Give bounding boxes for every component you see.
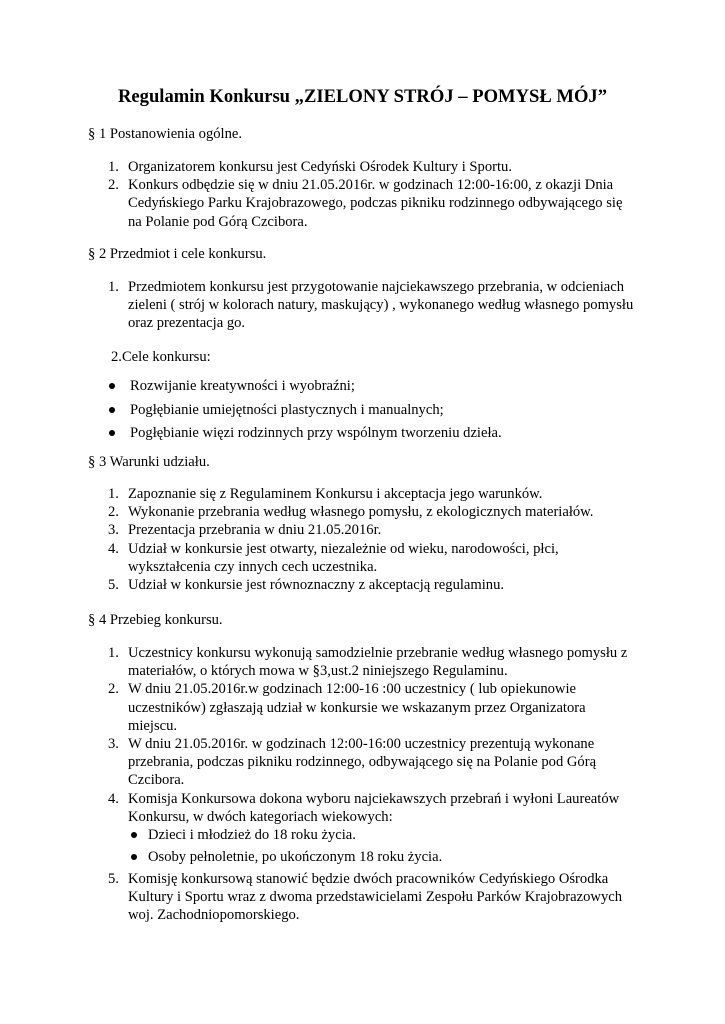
bullet-text: Osoby pełnoletnie, po ukończonym 18 roku życia. <box>148 849 443 866</box>
item-text: wykształcenia czy innych cech uczestnika. <box>128 558 378 575</box>
list-item <box>0 576 656 594</box>
item-text: przebrania, podczas pikniku rodzinnego, odbywającego się na Polanie pod Górą <box>128 754 597 771</box>
list-item <box>0 790 656 870</box>
item-number: 3. <box>108 522 119 539</box>
bullet-text: Dzieci i młodzież do 18 roku życia. <box>148 827 356 844</box>
item-text: oraz prezentacja go. <box>128 315 246 332</box>
bullet-text: Pogłębianie umiejętności plastycznych i manualnych; <box>130 401 444 418</box>
list-item <box>0 680 656 735</box>
bullet-icon <box>131 854 137 860</box>
list-item <box>0 870 656 925</box>
list-item <box>0 644 656 680</box>
item-text: Prezentacja przebrania w dniu 21.05.2016r. <box>128 522 382 539</box>
bullet-item <box>0 377 502 401</box>
item-number: 1. <box>108 645 119 661</box>
goals-list <box>0 377 502 448</box>
item-text: Komisję konkursową stanowić będzie dwóch pracowników Cedyńskiego Ośrodka <box>128 871 609 888</box>
bullet-icon <box>109 430 115 436</box>
page-title: Regulamin Konkursu „ZIELONY STRÓJ – POMYSŁ MÓJ” <box>117 86 608 107</box>
item-text: Zapoznanie się z Regulaminem Konkursu i akceptacja jego warunków. <box>128 486 543 502</box>
list-item <box>0 485 656 503</box>
list-item <box>0 158 656 176</box>
item-text: Kultury i Sportu wraz z dwoma przedstawicielami Zespołu Parków Krajobrazowych <box>128 889 623 906</box>
list-item <box>0 176 656 231</box>
item-text: zieleni ( strój w kolorach natury, maskujący) , wykonanego według własnego pomysłu <box>128 297 634 314</box>
bullet-icon <box>109 383 115 389</box>
item-text: uczestników) zgłaszają udział w konkursie we wskazanym przez Organizatora <box>128 699 586 716</box>
item-text: Organizatorem konkursu jest Cedyński Ośrodek Kultury i Sportu. <box>128 159 512 175</box>
item-number: 1. <box>108 159 119 175</box>
section-4-heading: § 4 Przebieg konkursu. <box>88 612 223 628</box>
item-number: 3. <box>108 736 119 753</box>
bullet-item <box>0 401 502 425</box>
item-text: materiałów, o których mowa w §3,ust.2 niniejszego Regulaminu. <box>128 663 508 680</box>
goals-label: 2.Cele konkursu: <box>111 349 211 365</box>
item-number: 2. <box>108 177 119 194</box>
list-item <box>0 521 656 539</box>
bullet-item <box>128 826 656 848</box>
item-text: na Polanie pod Górą Czcibora. <box>128 213 308 230</box>
item-text: W dniu 21.05.2016r.w godzinach 12:00-16 :00 uczestnicy ( lub opiekunowie <box>128 681 577 698</box>
item-number: 2. <box>108 681 119 698</box>
item-text: Udział w konkursie jest równoznaczny z akceptacją regulaminu. <box>128 577 505 594</box>
list-item <box>0 503 656 521</box>
bullet-text: Pogłębianie więzi rodzinnych przy wspólnym tworzeniu dzieła. <box>130 425 502 441</box>
item-number: 1. <box>108 279 119 295</box>
item-number: 4. <box>108 540 119 557</box>
item-number: 5. <box>108 871 119 888</box>
item-number: 5. <box>108 577 119 594</box>
item-text: Komisja Konkursowa dokona wyboru najciekawszych przebrań i wyłoni Laureatów <box>128 790 620 807</box>
item-text: Cedyńskiego Parku Krajobrazowego, podczas pikniku rodzinnego odbywającego się <box>128 195 623 212</box>
item-text: Konkurs odbędzie się w dniu 21.05.2016r. w godzinach 12:00-16:00, z okazji Dnia <box>128 177 614 194</box>
item-text: Uczestnicy konkursu wykonują samodzielnie przebranie według własnego pomysłu z <box>128 645 628 661</box>
item-number: 1. <box>108 486 119 502</box>
item-text: woj. Zachodniopomorskiego. <box>128 907 300 924</box>
item-text: Wykonanie przebrania według własnego pomysłu, z ekologicznych materiałów. <box>128 504 594 521</box>
bullet-icon <box>131 832 137 838</box>
list-item <box>0 278 656 333</box>
bullet-icon <box>109 407 115 413</box>
bullet-text: Rozwijanie kreatywności i wyobraźni; <box>130 378 355 394</box>
list-item <box>0 540 656 576</box>
section-1-heading: § 1 Postanowienia ogólne. <box>88 126 243 142</box>
item-text: Przedmiotem konkursu jest przygotowanie najciekawszego przebrania, w odcieniach <box>128 279 625 295</box>
item-text: miejscu. <box>128 717 178 734</box>
section-2-heading: § 2 Przedmiot i cele konkursu. <box>88 246 267 262</box>
item-text: Udział w konkursie jest otwarty, niezależnie od wieku, narodowości, płci, <box>128 540 559 557</box>
item-text: Konkursu, w dwóch kategoriach wiekowych: <box>128 808 393 825</box>
section-1-list <box>0 158 656 231</box>
item-text: W dniu 21.05.2016r. w godzinach 12:00-16:00 uczestnicy prezentują wykonane <box>128 736 595 753</box>
bullet-item <box>0 424 502 448</box>
section-2-list <box>0 278 656 333</box>
list-item <box>0 735 656 790</box>
bullet-item <box>128 848 656 870</box>
item-text: Czcibora. <box>128 772 185 789</box>
item-number: 4. <box>108 790 119 807</box>
section-4-list <box>0 644 656 925</box>
section-3-list <box>0 485 656 594</box>
item-number: 2. <box>108 504 119 521</box>
section-3-heading: § 3 Warunki udziału. <box>88 454 210 470</box>
age-categories-list <box>128 826 656 870</box>
